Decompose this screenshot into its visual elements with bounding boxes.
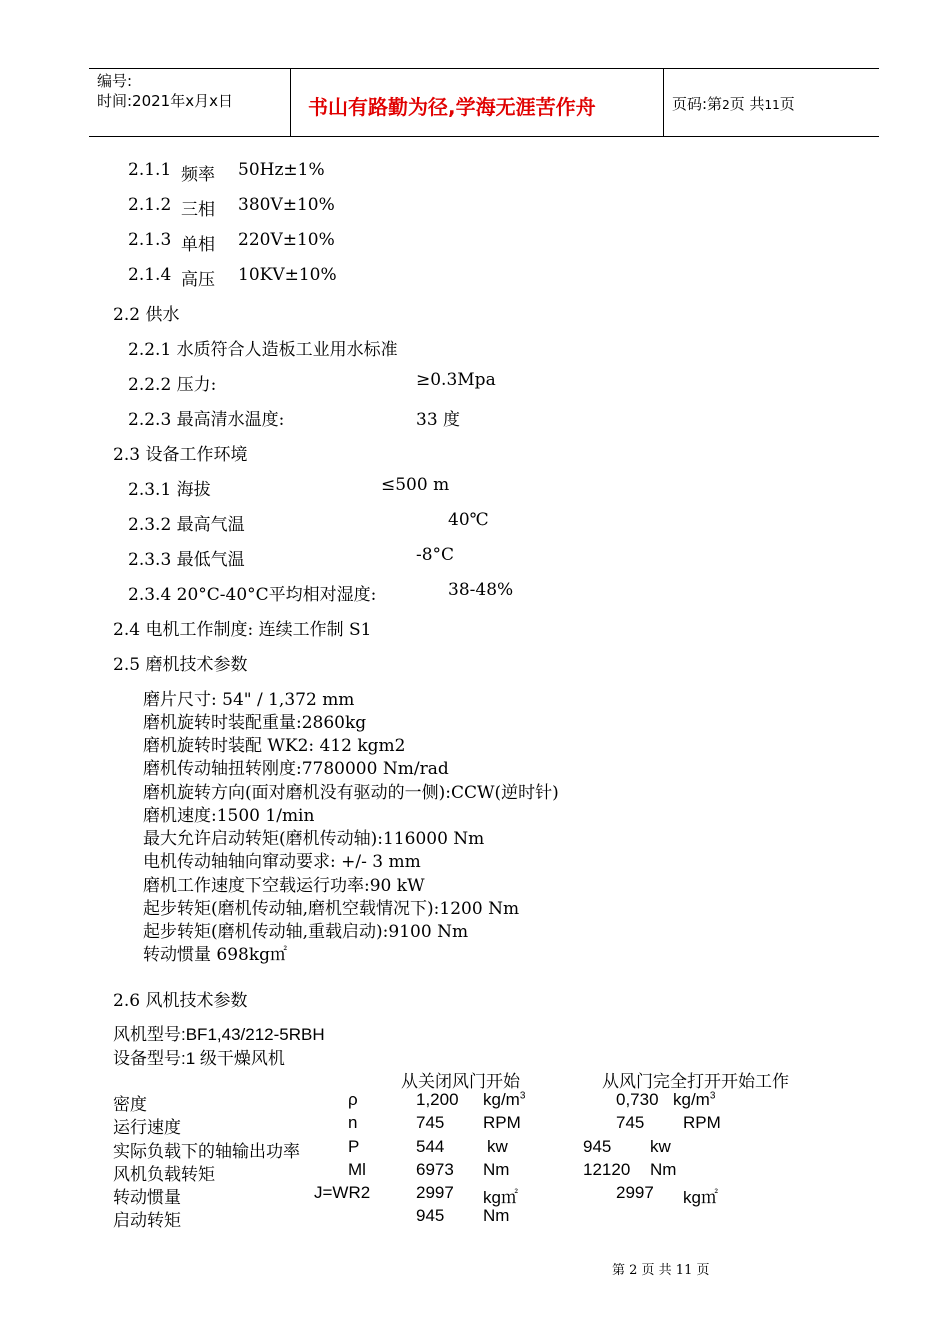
power-item-number: 2.1.1	[128, 160, 172, 180]
fan-row-unit-open: kg㎡	[683, 1188, 718, 1207]
environment-item-value: 38-48%	[448, 580, 514, 600]
fan-row-value-closed: 2997	[416, 1183, 454, 1202]
fan-row-value-open: 945	[583, 1137, 612, 1156]
fan-row-value-closed: 945	[416, 1206, 445, 1225]
environment-item-label: 2.3.2 最高气温	[128, 515, 245, 535]
page-footer: 第 2 页 共 11 页	[612, 1263, 710, 1278]
fan-column-header-closed: 从关闭风门开始	[401, 1072, 520, 1092]
fan-row-unit-closed: kw	[487, 1137, 508, 1156]
power-item-name: 频率	[181, 165, 215, 185]
section-heading-water: 2.2 供水	[113, 305, 180, 325]
grinder-param-line: 磨机速度:1500 1/min	[143, 806, 315, 826]
grinder-param-line: 电机传动轴轴向窜动要求: +/- 3 mm	[143, 852, 421, 872]
page-total: 11	[764, 98, 780, 112]
power-item-value: 50Hz±1%	[238, 160, 325, 180]
fan-model: 风机型号:BF1,43/212-5RBH	[113, 1025, 325, 1044]
power-item-value: 220V±10%	[238, 230, 335, 250]
fan-row-symbol: J=WR2	[314, 1183, 371, 1202]
water-item-quality: 2.2.1 水质符合人造板工业用水标准	[128, 340, 398, 360]
power-item	[128, 160, 325, 185]
grinder-param-line: 起步转矩(磨机传动轴,磨机空载情况下):1200 Nm	[143, 899, 520, 919]
header-time-label: 时间:2021年x月x日	[97, 92, 233, 110]
header-bottom-rule	[89, 136, 879, 137]
grinder-param-line: 磨机传动轴扭转刚度:7780000 Nm/rad	[143, 759, 449, 779]
fan-row-symbol: n	[348, 1113, 358, 1132]
page-prefix: 页码:第	[672, 95, 723, 113]
fan-row-symbol: ρ	[348, 1090, 358, 1109]
grinder-param-line: 磨机工作速度下空载运行功率:90 kW	[143, 876, 425, 896]
fan-row-unit-open: RPM	[683, 1113, 721, 1132]
fan-row-unit-closed: RPM	[483, 1113, 521, 1132]
environment-item-label: 2.3.1 海拔	[128, 480, 211, 500]
fan-row-value-open: 0,730	[616, 1090, 659, 1109]
fan-row-unit-closed: kg㎡	[483, 1188, 518, 1207]
power-item	[128, 230, 335, 255]
fan-row-value-closed: 544	[416, 1137, 445, 1156]
power-item-name: 高压	[181, 270, 215, 290]
power-item	[128, 195, 335, 220]
power-item	[128, 265, 337, 290]
environment-item-value: 40℃	[448, 510, 489, 530]
fan-row-name: 运行速度	[113, 1118, 181, 1138]
water-item-temp-label: 2.2.3 最高清水温度:	[128, 410, 285, 430]
header-number-label: 编号:	[97, 72, 133, 90]
power-item-number: 2.1.3	[128, 230, 172, 250]
grinder-param-line: 起步转矩(磨机传动轴,重载启动):9100 Nm	[143, 922, 469, 942]
fan-row-symbol: P	[348, 1137, 360, 1156]
fan-row-value-open: 2997	[616, 1183, 654, 1202]
header-top-rule	[89, 68, 879, 69]
fan-row-unit-open	[673, 1090, 715, 1110]
water-item-pressure-value: ≥0.3Mpa	[416, 370, 496, 390]
grinder-param-line: 磨机旋转时装配重量:2860kg	[143, 713, 367, 733]
environment-item-label: 2.3.4 20°C-40°C平均相对湿度:	[128, 585, 377, 605]
unit-superscript: 3	[519, 1090, 526, 1102]
unit-superscript: 3	[709, 1090, 716, 1102]
grinder-param-line: 磨片尺寸: 54" / 1,372 mm	[143, 690, 355, 710]
page-current: 2	[722, 98, 730, 112]
unit-text: kg/m	[483, 1090, 520, 1109]
header-motto: 书山有路勤为径,学海无涯苦作舟	[308, 95, 596, 119]
header-page-indicator	[672, 93, 795, 114]
fan-row-value-open: 745	[616, 1113, 645, 1132]
fan-row-unit-closed: Nm	[483, 1206, 510, 1225]
section-heading-environment: 2.3 设备工作环境	[113, 445, 248, 465]
fan-row-name: 实际负载下的轴输出功率	[113, 1142, 300, 1162]
header-divider-left	[290, 69, 291, 136]
unit-text: kg/m	[673, 1090, 710, 1109]
fan-row-unit-closed	[483, 1090, 525, 1110]
page-suffix: 页	[779, 95, 795, 113]
header-divider-right	[663, 69, 664, 136]
fan-equipment-model: 设备型号:1 级干燥风机	[113, 1049, 285, 1068]
environment-item-value: -8°C	[416, 545, 455, 565]
fan-row-name: 风机负载转矩	[113, 1165, 215, 1185]
motor-duty-line: 2.4 电机工作制度: 连续工作制 S1	[113, 620, 372, 640]
fan-row-name: 密度	[113, 1095, 147, 1115]
fan-row-value-open: 12120	[583, 1160, 631, 1179]
grinder-param-line: 磨机旋转方向(面对磨机没有驱动的一侧):CCW(逆时针)	[143, 783, 559, 803]
fan-row-value-closed: 6973	[416, 1160, 454, 1179]
fan-row-name: 转动惯量	[113, 1188, 181, 1208]
grinder-param-line: 磨机旋转时装配 WK2: 412 kgm2	[143, 736, 406, 756]
water-item-pressure-label: 2.2.2 压力:	[128, 375, 217, 395]
power-item-name: 三相	[181, 200, 215, 220]
section-heading-fan: 2.6 风机技术参数	[113, 991, 248, 1011]
fan-row-unit-closed: Nm	[483, 1160, 510, 1179]
power-item-number: 2.1.4	[128, 265, 172, 285]
power-item-value: 10KV±10%	[238, 265, 337, 285]
power-item-number: 2.1.2	[128, 195, 172, 215]
page-mid: 页 共	[729, 95, 765, 113]
fan-row-unit-open: kw	[650, 1137, 671, 1156]
environment-item-value: ≤500 m	[381, 475, 450, 495]
power-item-name: 单相	[181, 235, 215, 255]
fan-row-symbol: Ml	[348, 1160, 366, 1179]
section-heading-grinder: 2.5 磨机技术参数	[113, 655, 248, 675]
environment-item-label: 2.3.3 最低气温	[128, 550, 245, 570]
fan-row-name: 启动转矩	[113, 1211, 181, 1231]
power-item-value: 380V±10%	[238, 195, 335, 215]
fan-column-header-open: 从风门完全打开开始工作	[602, 1072, 789, 1092]
grinder-param-line: 最大允许启动转矩(磨机传动轴):116000 Nm	[143, 829, 485, 849]
fan-row-value-closed: 745	[416, 1113, 445, 1132]
fan-row-unit-open: Nm	[650, 1160, 677, 1179]
water-item-temp-value: 33 度	[416, 410, 461, 430]
grinder-param-line: 转动惯量 698kg㎡	[143, 945, 288, 965]
fan-row-value-closed: 1,200	[416, 1090, 459, 1109]
